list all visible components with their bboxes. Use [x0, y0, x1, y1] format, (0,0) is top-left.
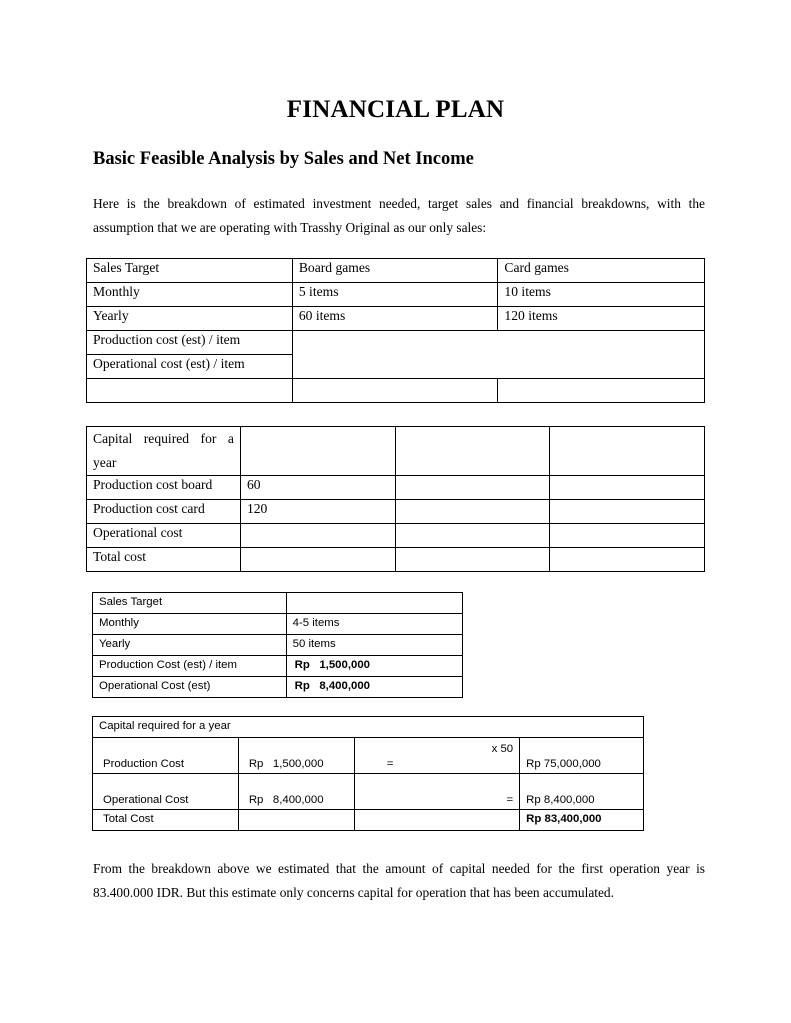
table-cell: Capital required for a year — [93, 717, 644, 738]
table-cell — [292, 379, 498, 403]
table-cell: Rp 8,400,000 — [286, 677, 462, 698]
table-cell: 60 items — [292, 307, 498, 331]
table-cell: Rp 1,500,000 — [286, 656, 462, 677]
table-cell: Rp 1,500,000 — [238, 738, 354, 774]
table-cell — [240, 427, 395, 476]
table-cell: 60 — [240, 476, 395, 500]
table-cell: Rp 8,400,000 — [238, 774, 354, 810]
capital-cost-table — [86, 426, 705, 572]
table-row — [93, 656, 463, 677]
table-cell: Yearly — [87, 307, 293, 331]
table-cell — [395, 500, 550, 524]
table-cell — [550, 476, 705, 500]
table-cell: Operational cost — [87, 524, 241, 548]
table-row — [87, 331, 705, 355]
capital-required-table — [92, 716, 644, 831]
table-cell: Production cost card — [87, 500, 241, 524]
table-cell: = — [354, 774, 519, 810]
table-cell: Production Cost — [93, 738, 239, 774]
table-cell: Sales Target — [93, 593, 287, 614]
table-cell: 4-5 items — [286, 614, 462, 635]
intro-paragraph: Here is the breakdown of estimated investment needed, target sales and financial breakdowns, with the assumption that we are operating with Trasshy Original as our only sales: — [93, 196, 705, 235]
table-cell — [395, 427, 550, 476]
table-row — [87, 283, 705, 307]
table-cell: Yearly — [93, 635, 287, 656]
table-cell — [550, 548, 705, 572]
table-row — [87, 259, 705, 283]
table-cell: 120 items — [498, 307, 705, 331]
table-cell: Card games — [498, 259, 705, 283]
table-cell: Operational Cost (est) — [93, 677, 287, 698]
table-cell — [240, 524, 395, 548]
table-row — [87, 476, 705, 500]
multiplier-label: x 50 — [491, 743, 514, 755]
table-row — [93, 717, 644, 738]
table-row — [93, 738, 644, 774]
table-cell — [292, 331, 704, 379]
table-row — [87, 379, 705, 403]
table-cell: Production cost (est) / item — [87, 331, 293, 355]
table-cell: Total Cost — [93, 810, 239, 831]
table-cell: Total cost — [87, 548, 241, 572]
sales-target-summary-table — [92, 592, 463, 698]
table-cell: Monthly — [87, 283, 293, 307]
table-row — [87, 500, 705, 524]
table-cell: Production Cost (est) / item — [93, 656, 287, 677]
table-cell — [395, 476, 550, 500]
table-cell: Production cost board — [87, 476, 241, 500]
table-row — [93, 614, 463, 635]
table-cell: Capital required for a year — [87, 427, 241, 476]
table-cell: Rp 75,000,000 — [520, 738, 644, 774]
table-cell: 120 — [240, 500, 395, 524]
equals-sign: = — [386, 758, 394, 770]
table-row — [93, 774, 644, 810]
table-cell: Operational cost (est) / item — [87, 355, 293, 379]
table-cell — [286, 593, 462, 614]
table-cell — [395, 548, 550, 572]
table-cell — [550, 524, 705, 548]
table-row — [93, 635, 463, 656]
table-row — [93, 593, 463, 614]
table-row — [93, 810, 644, 831]
table-cell: Board games — [292, 259, 498, 283]
table-cell: 10 items — [498, 283, 705, 307]
sales-target-table — [86, 258, 705, 403]
conclusion-paragraph: From the breakdown above we estimated that the amount of capital needed for the first operation year is 83.400.000 IDR. But this estimate only concerns capital for operation that has been accumulated. — [93, 861, 705, 900]
page-title: FINANCIAL PLAN — [286, 96, 505, 123]
table-row — [87, 524, 705, 548]
table-cell: 50 items — [286, 635, 462, 656]
table-cell — [238, 810, 354, 831]
table-cell — [240, 548, 395, 572]
table-cell — [395, 524, 550, 548]
table-cell: Sales Target — [87, 259, 293, 283]
table-cell: Operational Cost — [93, 774, 239, 810]
table-row — [87, 427, 705, 476]
table-row — [87, 307, 705, 331]
section-subtitle: Basic Feasible Analysis by Sales and Net Income — [93, 149, 474, 169]
table-cell — [550, 500, 705, 524]
table-cell: Rp 8,400,000 — [520, 774, 644, 810]
table-cell: Rp 83,400,000 — [520, 810, 644, 831]
table-cell — [354, 738, 519, 774]
table-cell — [87, 379, 293, 403]
table-cell: 5 items — [292, 283, 498, 307]
table-cell — [550, 427, 705, 476]
table-cell — [498, 379, 705, 403]
table-row — [93, 677, 463, 698]
table-cell — [354, 810, 519, 831]
table-cell: Monthly — [93, 614, 287, 635]
table-row — [87, 548, 705, 572]
